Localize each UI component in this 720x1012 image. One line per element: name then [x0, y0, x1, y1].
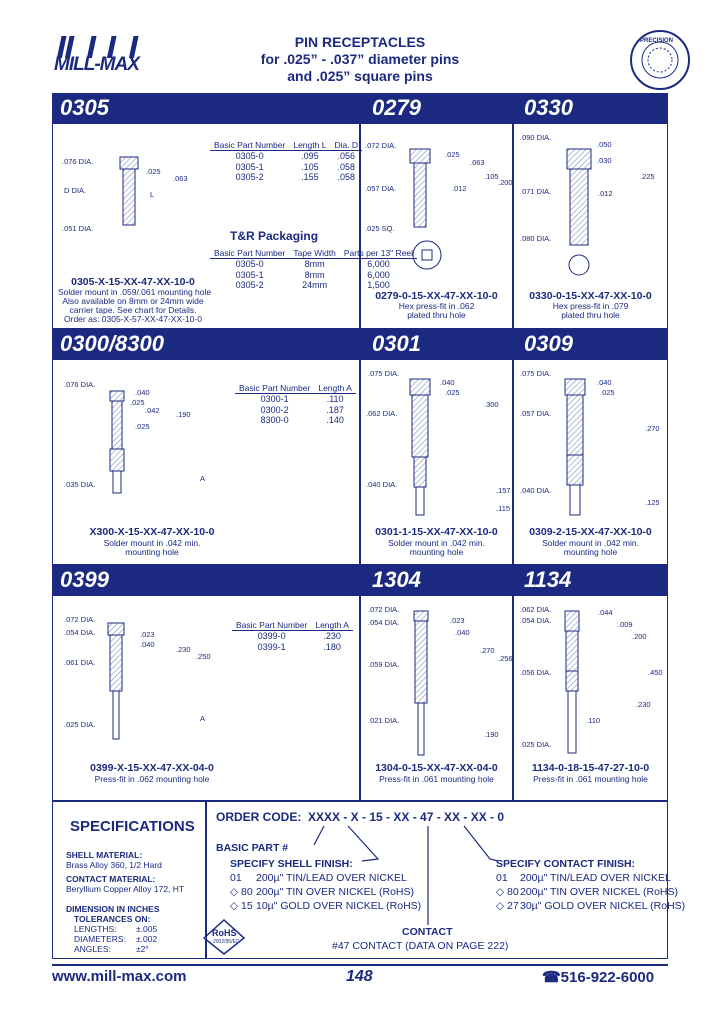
cell: .230 — [323, 631, 341, 641]
basic-part-label: BASIC PART # — [216, 842, 289, 854]
dim-0330-1: .090 DIA. — [520, 133, 552, 142]
dim-0399-8: A — [200, 714, 206, 723]
dim-1134-2: .054 DIA. — [520, 616, 552, 625]
header-line-2: for .025” - .037” diameter pins — [260, 51, 460, 67]
contact-finish-heading: SPECIFY CONTACT FINISH: — [496, 858, 636, 870]
header-line-1: PIN RECEPTACLES — [294, 34, 426, 50]
dim-1304-2: .054 DIA. — [368, 618, 400, 627]
contact-finish-desc-1: 200µ" TIN/LEAD OVER NICKEL — [520, 872, 671, 884]
ordercode-value: XXXX - X - 15 - XX - 47 - XX - XX - 0 — [308, 810, 505, 824]
dim-0300-1: .076 DIA. — [64, 380, 96, 389]
cell: 0300-1 — [260, 394, 289, 404]
logo-text: MILL-MAX — [54, 54, 139, 75]
cell: .058 — [337, 161, 356, 172]
bar-1304: 1304 — [372, 567, 421, 592]
dimension-heading: DIMENSION IN INCHES — [66, 904, 160, 914]
tr-packaging-title: T&R Packaging — [230, 229, 319, 243]
cell: .110 — [326, 394, 344, 404]
tol-angles-value: ±2° — [136, 944, 149, 954]
dim-0301-4: .062 DIA. — [366, 409, 398, 418]
tol-lengths-value: ±.005 — [136, 924, 158, 934]
dim-0305-3: D DIA. — [64, 186, 87, 195]
dim-0279-2: .025 — [445, 150, 460, 159]
th: Dia. D — [330, 140, 362, 151]
contact-finish-code-2: ◇ 80 — [496, 886, 519, 898]
dim-0305-2: .025 — [146, 167, 161, 176]
dim-1134-9: .025 DIA. — [520, 740, 552, 749]
note-0301-2: mounting hole — [409, 547, 464, 557]
cell: .155 — [301, 172, 319, 182]
dim-0330-7: .080 DIA. — [520, 234, 552, 243]
dim-0330-5: .225 — [640, 172, 655, 181]
shell-finish-code-3: ◇ 15 — [230, 900, 253, 912]
dim-0309-5: .270 — [645, 424, 660, 433]
footer-rule — [52, 964, 668, 966]
cell: .140 — [326, 415, 344, 425]
contact-material-heading: CONTACT MATERIAL: — [66, 874, 156, 884]
th: Basic Part Number — [232, 620, 311, 631]
cell: 0305-1 — [235, 269, 264, 280]
table-row — [232, 631, 353, 642]
cell: 0305-0 — [235, 259, 264, 269]
table-row — [210, 280, 417, 291]
table-0300 — [235, 383, 356, 426]
dim-0300-7: .035 DIA. — [64, 480, 96, 489]
dim-0330-2: .050 — [597, 140, 612, 149]
dim-0399-5: .230 — [176, 645, 191, 654]
dim-0309-3: .025 — [600, 388, 615, 397]
table-row — [235, 394, 356, 405]
dim-1304-7: .059 DIA. — [368, 660, 400, 669]
dim-0399-9: .025 DIA. — [64, 720, 96, 729]
dim-0399-4: .040 — [140, 640, 155, 649]
table-0399 — [232, 620, 353, 652]
note-0300-2: mounting hole — [125, 547, 179, 557]
dim-0399-3: .023 — [140, 630, 155, 639]
dim-1304-9: .190 — [484, 730, 499, 739]
dim-0305-4: .063 — [173, 174, 188, 183]
bar-0300: 0300/8300 — [60, 331, 164, 356]
tol-lengths-label: LENGTHS: — [74, 924, 117, 934]
th: Length L — [289, 140, 330, 151]
dim-1134-3: .044 — [598, 608, 613, 617]
order-0399: 0399-X-15-XX-47-XX-04-0 — [90, 762, 214, 774]
dim-0305-5: L — [150, 190, 155, 199]
dim-0300-6: .025 — [135, 422, 150, 431]
contact-label: CONTACT — [402, 926, 453, 938]
dim-1304-4: .040 — [455, 628, 470, 637]
dim-1134-4: .009 — [618, 620, 633, 629]
th: Length A — [314, 383, 356, 394]
dim-1134-10: .110 — [586, 716, 601, 725]
dim-0330-6: .012 — [598, 189, 613, 198]
dim-0300-4: .042 — [145, 406, 160, 415]
dim-0309-4: .057 DIA. — [520, 409, 552, 418]
dim-0330-4: .071 DIA. — [520, 187, 552, 196]
dim-0399-7: .061 DIA. — [64, 658, 96, 667]
shell-finish-desc-1: 200µ" TIN/LEAD OVER NICKEL — [256, 872, 407, 884]
dim-0309-7: .125 — [645, 498, 660, 507]
mill-max-logo — [52, 34, 160, 78]
cell: 0300-2 — [260, 404, 289, 415]
bar-0305: 0305 — [60, 95, 109, 120]
dim-0301-2: .040 — [440, 378, 455, 387]
th: Basic Part Number — [210, 140, 289, 151]
page-number: 148 — [346, 968, 373, 985]
bar-1134: 1134 — [524, 567, 572, 592]
dim-0279-5: .105 — [484, 172, 499, 181]
note-1304-1: Press-fit in .061 mounting hole — [379, 774, 494, 784]
dim-1134-6: .056 DIA. — [520, 668, 552, 677]
table-row — [232, 642, 353, 653]
cell: .105 — [301, 161, 319, 172]
th: Parts per 13" Reel — [340, 248, 417, 259]
dim-0330-3: .030 — [597, 156, 612, 165]
specs-title: SPECIFICATIONS — [70, 818, 195, 835]
cell: 8300-0 — [260, 415, 289, 425]
tol-angles-label: ANGLES: — [74, 944, 111, 954]
dim-1304-1: .072 DIA. — [368, 605, 400, 614]
dim-1304-6: .256 — [498, 654, 513, 663]
cell: 0305-1 — [235, 161, 264, 172]
th: Length A — [311, 620, 353, 631]
note-0301-1: Solder mount in .042 min. — [388, 538, 485, 548]
dim-0279-3: .063 — [470, 158, 485, 167]
cell: .180 — [323, 641, 341, 652]
cell: 0399-0 — [257, 631, 286, 641]
shell-finish-heading: SPECIFY SHELL FINISH: — [230, 858, 353, 870]
dim-0301-8: .115 — [496, 504, 511, 513]
footer-url[interactable]: www.mill-max.com — [52, 968, 187, 985]
note-0305-2: Also available on 8mm or 24mm wide — [62, 296, 204, 306]
shell-finish-desc-3: 10µ" GOLD OVER NICKEL (RoHS) — [256, 900, 422, 912]
rohs-label: RoHS — [212, 928, 237, 938]
dim-0279-1: .072 DIA. — [365, 141, 397, 150]
tol-diameters-value: ±.002 — [136, 934, 158, 944]
note-0330-2: plated thru hole — [561, 310, 620, 320]
table-row — [210, 172, 362, 183]
bar-0399: 0399 — [60, 567, 109, 592]
note-0309-2: mounting hole — [563, 547, 618, 557]
table-row — [235, 405, 356, 416]
cell: .095 — [301, 151, 319, 161]
contact-finish-code-3: ◇ 27 — [496, 900, 519, 912]
note-0309-1: Solder mount in .042 min. — [542, 538, 639, 548]
cell: 0305-2 — [235, 172, 264, 182]
order-1134: 1134-0-18-15-47-27-10-0 — [531, 762, 650, 774]
contact-finish-desc-3: 30µ" GOLD OVER NICKEL (RoHS) — [520, 900, 686, 912]
dim-0309-6: .040 DIA. — [520, 486, 552, 495]
cell: 1,500 — [367, 280, 390, 290]
shell-finish-desc-2: 200µ" TIN OVER NICKEL (RoHS) — [256, 886, 414, 898]
bar-0279: 0279 — [372, 95, 421, 120]
dim-0279-8: .025 SQ. — [365, 224, 395, 233]
table-0305-dims — [210, 140, 362, 183]
dim-1134-5: .200 — [632, 632, 647, 641]
order-0279: 0279-0-15-XX-47-XX-10-0 — [375, 290, 498, 302]
dim-0301-6: .040 DIA. — [366, 480, 398, 489]
table-row — [210, 162, 362, 173]
dim-1304-3: .023 — [450, 616, 465, 625]
note-1134-1: Press-fit in .061 mounting hole — [533, 774, 648, 784]
cell: 0305-2 — [235, 280, 264, 290]
contact-finish-code-1: 01 — [496, 872, 508, 884]
contact-note: #47 CONTACT (DATA ON PAGE 222) — [332, 940, 509, 952]
th: Basic Part Number — [235, 383, 314, 394]
th: Tape Width — [289, 248, 340, 259]
note-0279-1: Hex press-fit in .062 — [398, 301, 475, 311]
note-0305-3: carrier tape. See chart for Details. — [69, 305, 197, 315]
row-bar-1 — [52, 93, 668, 123]
table-row — [210, 151, 362, 162]
shell-material: Brass Alloy 360, 1/2 Hard — [66, 860, 162, 870]
dim-1134-7: .450 — [648, 668, 663, 677]
dim-0301-7: .157 — [496, 486, 511, 495]
dim-0399-2: .054 DIA. — [64, 628, 96, 637]
note-0330-1: Hex press-fit in .079 — [552, 301, 629, 311]
order-0305: 0305-X-15-XX-47-XX-10-0 — [71, 276, 195, 288]
rohs-sub: 2002/95/EC — [213, 939, 240, 945]
order-0300: X300-X-15-XX-47-XX-10-0 — [89, 526, 215, 538]
dim-1134-8: .230 — [636, 700, 651, 709]
dim-1304-5: .270 — [480, 646, 495, 655]
shell-finish-code-1: 01 — [230, 872, 242, 884]
dim-0279-6: .012 — [452, 184, 467, 193]
precision-seal — [630, 30, 690, 90]
order-0301: 0301-1-15-XX-47-XX-10-0 — [375, 526, 498, 538]
footer-phone: ☎516-922-6000 — [542, 969, 655, 986]
cell: .058 — [337, 172, 356, 182]
dim-0300-3: .025 — [130, 398, 145, 407]
dim-0279-7: .200 — [498, 178, 513, 187]
dim-0279-4: .057 DIA. — [365, 184, 397, 193]
table-0305-tr — [210, 248, 417, 291]
dim-1304-8: .021 DIA. — [368, 716, 400, 725]
dim-0300-8: A — [200, 474, 206, 483]
cell: 8mm — [304, 269, 325, 280]
dim-0305-1: .076 DIA. — [62, 157, 94, 166]
ordercode-label: ORDER CODE: — [216, 810, 302, 824]
dim-0309-2: .040 — [597, 378, 612, 387]
cell: 6,000 — [367, 269, 390, 280]
note-0305-4: Order as: 0305-X-57-XX-47-XX-10-0 — [64, 314, 202, 324]
cell: 6,000 — [367, 259, 390, 269]
order-0330: 0330-0-15-XX-47-XX-10-0 — [529, 290, 652, 302]
shell-material-heading: SHELL MATERIAL: — [66, 850, 143, 860]
dim-0309-1: .075 DIA. — [520, 369, 552, 378]
cell: 0399-1 — [257, 641, 286, 652]
dim-0305-6: .051 DIA. — [62, 224, 94, 233]
cell: 24mm — [302, 280, 328, 290]
note-0279-2: plated thru hole — [407, 310, 466, 320]
note-0300-1: Solder mount in .042 min. — [103, 538, 201, 548]
order-0309: 0309-2-15-XX-47-XX-10-0 — [529, 526, 652, 538]
cell: .187 — [326, 404, 344, 415]
table-row — [210, 259, 417, 270]
bar-0301: 0301 — [372, 331, 421, 356]
table-row — [235, 415, 356, 426]
cell: 8mm — [304, 259, 325, 269]
cell: 0305-0 — [235, 151, 264, 161]
note-0399-1: Press-fit in .062 mounting hole — [94, 774, 210, 784]
ordercode-arrows — [206, 801, 668, 959]
tol-diameters-label: DIAMETERS: — [74, 934, 126, 944]
contact-material: Beryllium Copper Alloy 172, HT — [66, 884, 185, 894]
shell-finish-code-2: ◇ 80 — [230, 886, 253, 898]
dim-0399-1: .072 DIA. — [64, 615, 96, 624]
contact-finish-desc-2: 200µ" TIN OVER NICKEL (RoHS) — [520, 886, 678, 898]
seal-text: PRECISION — [640, 38, 674, 44]
cell: .056 — [337, 151, 356, 161]
dim-0399-6: .250 — [196, 652, 211, 661]
dim-0301-3: .025 — [445, 388, 460, 397]
bar-0330: 0330 — [524, 95, 573, 120]
tolerance-heading: TOLERANCES ON: — [74, 914, 151, 924]
note-0305-1: Solder mount in .059/.061 mounting hole — [58, 287, 212, 297]
dim-1134-1: .062 DIA. — [520, 605, 552, 614]
th: Basic Part Number — [210, 248, 289, 259]
header-line-3: and .025” square pins — [287, 68, 433, 84]
dim-0301-5: .300 — [484, 400, 499, 409]
dim-0301-1: .075 DIA. — [368, 369, 400, 378]
table-row — [210, 270, 417, 281]
bar-0309: 0309 — [524, 331, 573, 356]
dim-0300-2: .040 — [135, 388, 150, 397]
pin-drawings — [52, 123, 668, 801]
dim-0300-5: .190 — [176, 410, 191, 419]
order-1304: 1304-0-15-XX-47-XX-04-0 — [375, 762, 498, 774]
